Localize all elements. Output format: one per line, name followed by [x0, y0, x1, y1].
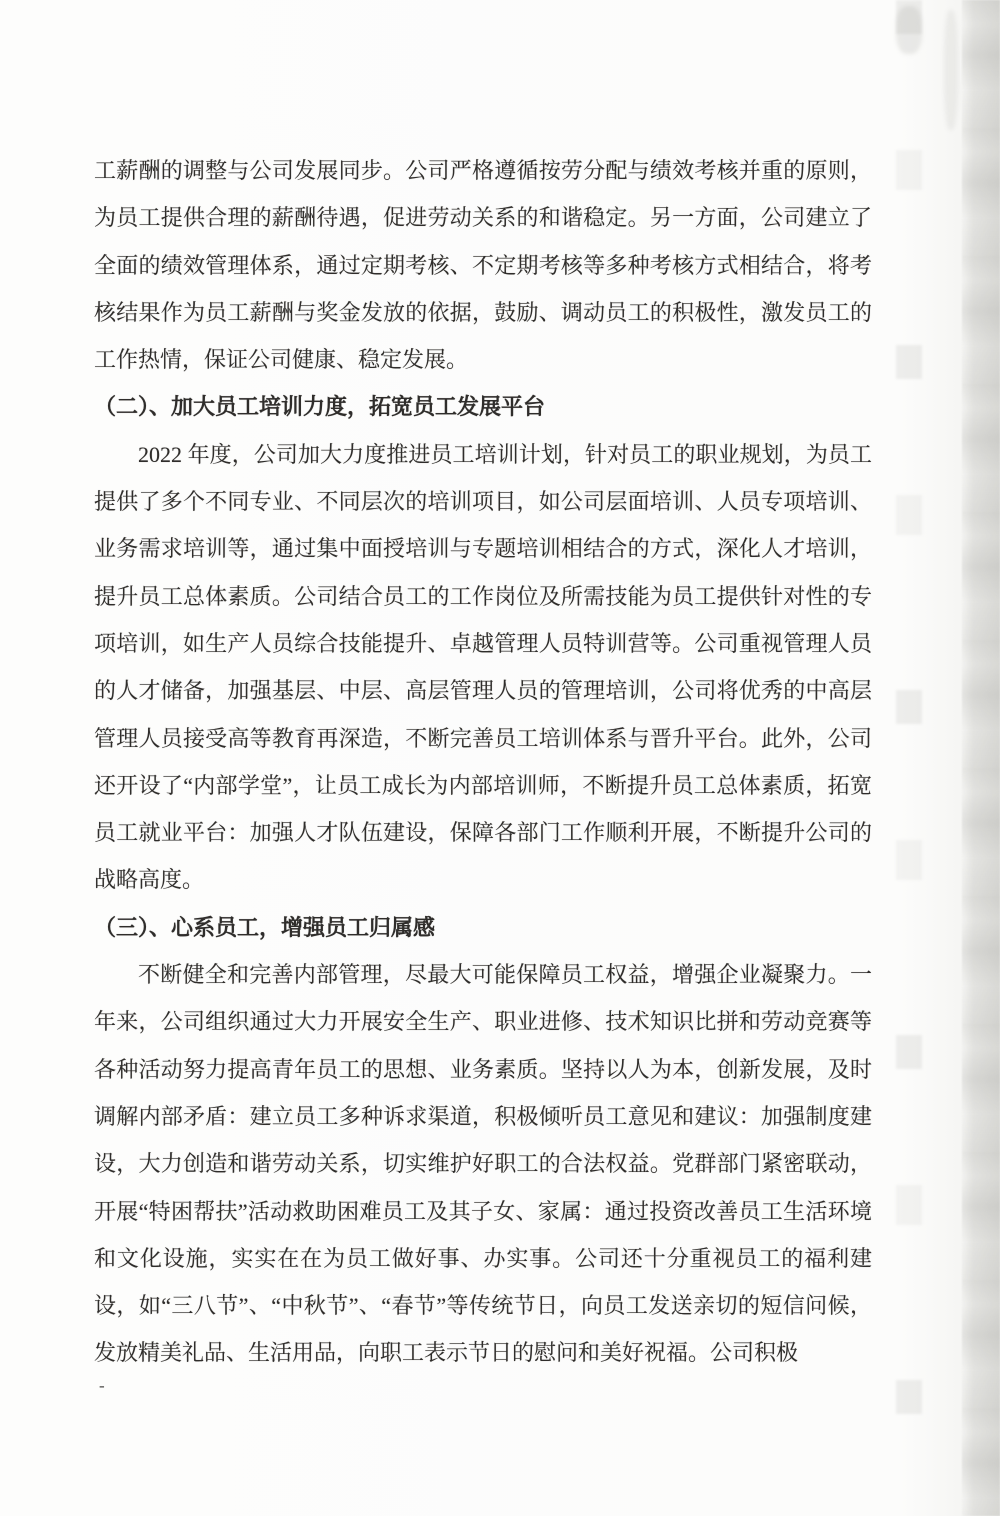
scan-edge-shadow	[962, 0, 1000, 1516]
section-heading-employee-care: （三）、心系员工，增强员工归属感	[94, 914, 436, 940]
stray-pen-mark: -	[99, 1376, 105, 1395]
document-text-block	[94, 147, 872, 1377]
scan-smudge	[896, 6, 922, 54]
scan-ghost-marks	[896, 0, 922, 1420]
section-heading-training: （二）、加大员工培训力度，拓宽员工发展平台	[94, 394, 546, 420]
scan-smudge	[944, 10, 958, 130]
paragraph-training-development: 2022 年度，公司加大力度推进员工培训计划，针对员工的职业规划，为员工提供了多个不同专业、不同层次的培训项目，如公司层面培训、人员专项培训、业务需求培训等，通过集中面授培训与专题培训相结合的方式，深化人才培训，提升员工总体素质。公司结合员工的工作岗位及所需技能为员工提供针对性的专项培训，如生产人员综合技能提升、卓越管理人员特训营等。公司重视管理人员的人才储备，加强基层、中层、高层管理人员的管理培训，公司将优秀的中高层管理人员接受高等教育再深造，不断完善员工培训体系与晋升平台。此外，公司还开设了“内部学堂”，让员工成长为内部培训师，不断提升员工总体素质，拓宽员工就业平台：加强人才队伍建设，保障各部门工作顺利开展，不断提升公司的战略高度。	[94, 441, 872, 893]
paragraph-salary-performance: 工薪酬的调整与公司发展同步。公司严格遵循按劳分配与绩效考核并重的原则，为员工提供合理的薪酬待遇，促进劳动关系的和谐稳定。另一方面，公司建立了全面的绩效管理体系，通过定期考核、不定期考核等多种考核方式相结合，将考核结果作为员工薪酬与奖金发放的依据，鼓励、调动员工的积极性，激发员工的工作热情，保证公司健康、稳定发展。	[94, 158, 872, 373]
paragraph-employee-care-welfare: 不断健全和完善内部管理，尽最大可能保障员工权益，增强企业凝聚力。一年来，公司组织通过大力开展安全生产、职业进修、技术知识比拼和劳动竞赛等各种活动努力提高青年员工的思想、业务素质。坚持以人为本，创新发展，及时调解内部矛盾：建立员工多种诉求渠道，积极倾听员工意见和建议：加强制度建设，大力创造和谐劳动关系，切实维护好职工的合法权益。党群部门紧密联动，开展“特困帮扶”活动救助困难员工及其子女、家属：通过投资改善员工生活环境和文化设施，实实在在为员工做好事、办实事。公司还十分重视员工的福利建设，如“三八节”、“中秋节”、“春节”等传统节日，向员工发送亲切的短信问候，发放精美礼品、生活用品，向职工表示节日的慰问和美好祝福。公司积极	[94, 962, 872, 1366]
